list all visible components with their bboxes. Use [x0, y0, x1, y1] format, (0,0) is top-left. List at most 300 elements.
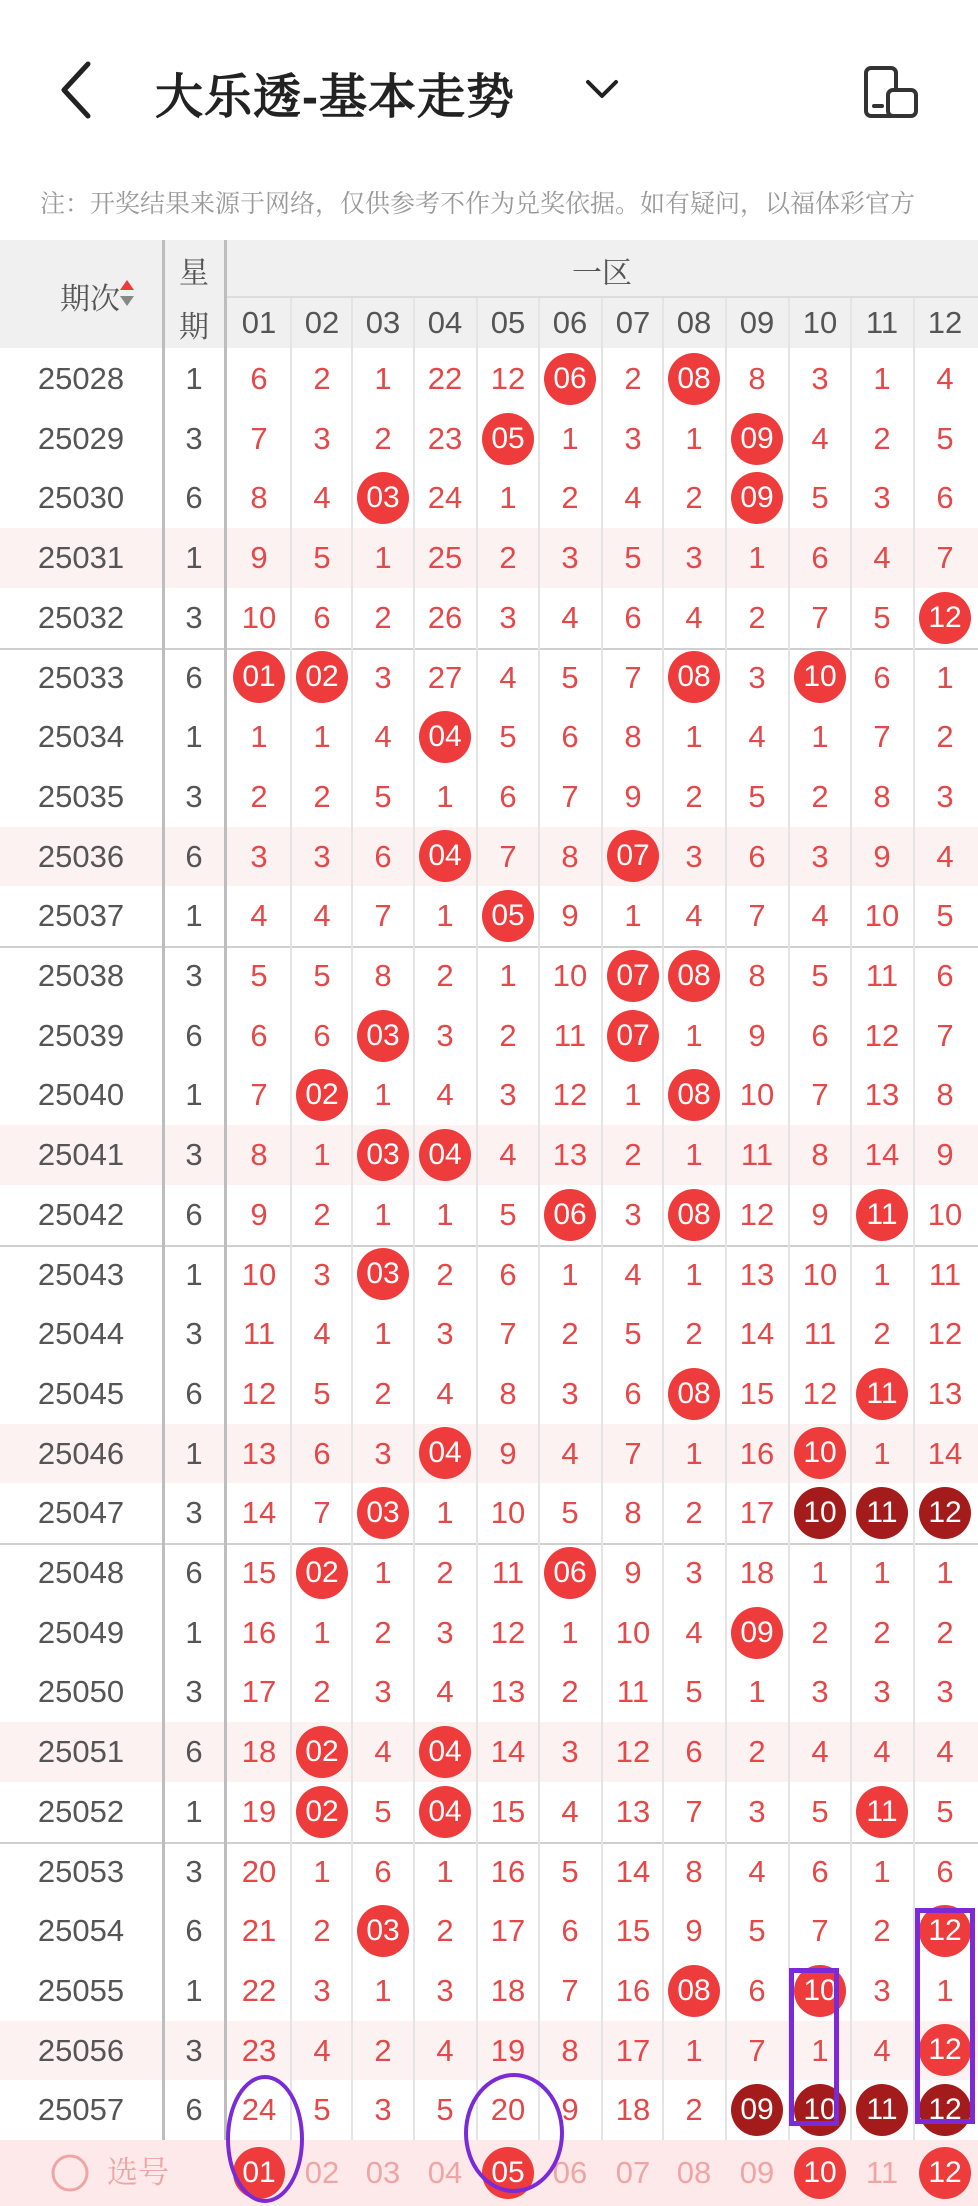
- miss-count: 1: [811, 719, 829, 755]
- period-number: 25048: [37, 1555, 125, 1590]
- miss-count: 5: [374, 778, 392, 814]
- column-divider: [850, 298, 852, 2140]
- miss-count: 4: [685, 1614, 703, 1650]
- miss-count: 3: [561, 540, 579, 576]
- miss-count: 3: [624, 420, 642, 456]
- period-number: 25044: [37, 1316, 125, 1352]
- period-number: 25036: [37, 838, 125, 874]
- miss-count: 1: [936, 1555, 954, 1590]
- miss-count: 12: [802, 1375, 838, 1411]
- miss-count: 18: [490, 1972, 526, 2008]
- drawn-number-ball: 09: [731, 413, 783, 465]
- column-divider: [725, 298, 727, 2140]
- miss-count: 1: [436, 898, 454, 934]
- weekday: 3: [185, 1137, 203, 1173]
- period-number: 25053: [37, 1853, 125, 1889]
- drawn-number-ball: 04: [419, 830, 471, 882]
- miss-count: 1: [561, 1614, 579, 1650]
- miss-count: 2: [313, 1674, 331, 1710]
- miss-count: 3: [685, 838, 703, 874]
- miss-count: 14: [241, 1495, 277, 1531]
- miss-count: 1: [748, 1674, 766, 1710]
- miss-count: 1: [685, 1435, 703, 1471]
- annotation-circle-col01: [226, 2075, 304, 2203]
- miss-count: 1: [313, 1137, 331, 1173]
- number-header-08: 08: [676, 305, 712, 340]
- miss-count: 4: [685, 898, 703, 934]
- miss-count: 3: [374, 1435, 392, 1471]
- annotation-box-col12: [915, 1908, 975, 2124]
- drawn-number-ball: 04: [419, 1129, 471, 1181]
- miss-count: 4: [313, 1316, 331, 1352]
- sort-icon[interactable]: [119, 278, 135, 308]
- miss-count: 2: [374, 2032, 392, 2068]
- period-column-header[interactable]: 期次: [60, 283, 120, 316]
- miss-count: 6: [811, 1853, 829, 1889]
- miss-count: 20: [241, 1853, 277, 1889]
- miss-count: 11: [553, 1017, 587, 1053]
- miss-count: 2: [624, 1137, 642, 1173]
- miss-count: 2: [436, 1913, 454, 1949]
- miss-count: 3: [374, 1674, 392, 1710]
- miss-count: 4: [436, 1375, 454, 1411]
- select-number-label[interactable]: 选号: [107, 2155, 169, 2190]
- miss-count: 1: [313, 1853, 331, 1889]
- miss-count: 1: [436, 1196, 454, 1232]
- miss-count: 3: [374, 659, 392, 695]
- miss-count: 5: [624, 540, 642, 576]
- miss-count: 6: [561, 1913, 579, 1949]
- rotate-screen-icon[interactable]: [862, 66, 920, 118]
- miss-count: 9: [685, 1913, 703, 1949]
- period-number: 25028: [37, 361, 125, 396]
- radio-circle-icon[interactable]: [50, 2153, 90, 2193]
- drawn-number-ball: 11: [856, 1786, 908, 1838]
- period-number: 25047: [37, 1495, 125, 1531]
- selectable-number[interactable]: 03: [365, 2155, 401, 2190]
- miss-count: 3: [313, 1256, 331, 1292]
- miss-count: 1: [936, 659, 954, 695]
- selectable-number[interactable]: 11: [865, 2155, 899, 2190]
- column-divider: [538, 298, 540, 2140]
- miss-count: 4: [561, 1793, 579, 1829]
- period-number: 25040: [37, 1077, 125, 1113]
- miss-count: 7: [561, 1972, 579, 2008]
- miss-count: 7: [873, 719, 891, 755]
- miss-count: 2: [313, 1196, 331, 1232]
- miss-count: 3: [313, 420, 331, 456]
- miss-count: 2: [685, 778, 703, 814]
- period-number: 25050: [37, 1674, 125, 1710]
- miss-count: 14: [864, 1137, 900, 1173]
- miss-count: 4: [811, 898, 829, 934]
- column-divider: [413, 298, 415, 2140]
- miss-count: 4: [436, 2032, 454, 2068]
- miss-count: 1: [374, 361, 392, 396]
- miss-count: 7: [685, 1793, 703, 1829]
- miss-count: 5: [436, 2092, 454, 2128]
- miss-count: 6: [561, 719, 579, 755]
- miss-count: 7: [250, 420, 268, 456]
- miss-count: 3: [873, 1972, 891, 2008]
- number-header-09: 09: [739, 305, 775, 340]
- miss-count: 4: [936, 361, 954, 396]
- miss-count: 2: [685, 1495, 703, 1531]
- miss-count: 2: [499, 540, 517, 576]
- miss-count: 5: [811, 480, 829, 516]
- miss-count: 8: [624, 1495, 642, 1531]
- period-number: 25055: [37, 1972, 125, 2008]
- weekday: 3: [185, 1495, 203, 1531]
- miss-count: 13: [739, 1256, 775, 1292]
- miss-count: 8: [811, 1137, 829, 1173]
- miss-count: 1: [374, 1196, 392, 1232]
- selected-number-ball[interactable]: 10: [794, 2147, 846, 2199]
- chevron-down-icon[interactable]: [584, 76, 620, 102]
- drawn-number-ball: 11: [856, 1368, 908, 1420]
- miss-count: 13: [927, 1375, 963, 1411]
- weekday: 1: [185, 1972, 203, 2008]
- drawn-number-ball: 03: [357, 1010, 409, 1062]
- miss-count: 7: [936, 540, 954, 576]
- miss-count: 2: [436, 958, 454, 993]
- weekday: 6: [185, 480, 203, 516]
- miss-count: 6: [499, 778, 517, 814]
- period-number: 25039: [37, 1017, 125, 1053]
- miss-count: 8: [936, 1077, 954, 1113]
- miss-count: 3: [374, 2092, 392, 2128]
- miss-count: 7: [748, 2032, 766, 2068]
- selectable-number[interactable]: 02: [304, 2155, 340, 2190]
- miss-count: 16: [490, 1853, 526, 1889]
- chevron-left-icon[interactable]: [52, 58, 102, 122]
- miss-count: 4: [873, 1734, 891, 1770]
- weekday: 3: [185, 1316, 203, 1352]
- selectable-number[interactable]: 07: [615, 2155, 651, 2190]
- weekday: 6: [185, 1913, 203, 1949]
- miss-count: 2: [436, 1555, 454, 1590]
- period-number: 25049: [37, 1614, 125, 1650]
- miss-count: 7: [313, 1495, 331, 1531]
- column-divider: [351, 298, 353, 2140]
- miss-count: 1: [436, 1495, 454, 1531]
- drawn-number-ball: 08: [668, 1965, 720, 2017]
- drawn-number-ball: 06: [544, 353, 596, 405]
- miss-count: 5: [936, 420, 954, 456]
- miss-count: 4: [561, 1435, 579, 1471]
- miss-count: 13: [552, 1137, 588, 1173]
- miss-count: 14: [615, 1853, 651, 1889]
- column-divider: [601, 298, 603, 2140]
- miss-count: 16: [241, 1614, 277, 1650]
- drawn-number-ball: 08: [668, 1368, 720, 1420]
- weekday: 1: [185, 1793, 203, 1829]
- miss-count: 3: [499, 1077, 517, 1113]
- miss-count: 1: [873, 1853, 891, 1889]
- miss-count: 3: [811, 1674, 829, 1710]
- drawn-number-ball: 10: [794, 1487, 846, 1539]
- miss-count: 5: [561, 659, 579, 695]
- weekday: 6: [185, 2092, 203, 2128]
- miss-count: 3: [748, 659, 766, 695]
- miss-count: 10: [552, 958, 588, 993]
- miss-count: 3: [313, 838, 331, 874]
- period-number: 25033: [37, 659, 125, 695]
- miss-count: 8: [624, 719, 642, 755]
- miss-count: 4: [374, 719, 392, 755]
- miss-count: 4: [250, 898, 268, 934]
- miss-count: 4: [811, 1734, 829, 1770]
- miss-count: 9: [561, 898, 579, 934]
- miss-count: 10: [927, 1196, 963, 1232]
- miss-count: 3: [624, 1196, 642, 1232]
- miss-count: 12: [927, 1316, 963, 1352]
- miss-count: 11: [740, 1137, 774, 1173]
- weekday: 1: [185, 719, 203, 755]
- miss-count: 9: [499, 1435, 517, 1471]
- selectable-number[interactable]: 04: [427, 2155, 463, 2190]
- miss-count: 1: [250, 719, 268, 755]
- miss-count: 24: [241, 2092, 277, 2128]
- selectable-number[interactable]: 06: [552, 2155, 588, 2190]
- drawn-number-ball: 12: [919, 1487, 971, 1539]
- miss-count: 13: [490, 1674, 526, 1710]
- miss-count: 3: [436, 1017, 454, 1053]
- miss-count: 1: [811, 1555, 829, 1590]
- drawn-number-ball: 07: [607, 1010, 659, 1062]
- number-header-12: 12: [927, 305, 963, 340]
- miss-count: 13: [241, 1435, 277, 1471]
- miss-count: 2: [374, 1375, 392, 1411]
- miss-count: 8: [499, 1375, 517, 1411]
- column-divider: [476, 298, 478, 2140]
- miss-count: 6: [250, 361, 268, 396]
- miss-count: 9: [748, 1017, 766, 1053]
- miss-count: 1: [561, 1256, 579, 1292]
- miss-count: 7: [624, 1435, 642, 1471]
- number-header-02: 02: [304, 305, 340, 340]
- period-number: 25030: [37, 480, 125, 516]
- miss-count: 1: [436, 1853, 454, 1889]
- weekday: 6: [185, 1017, 203, 1053]
- miss-count: 6: [624, 1375, 642, 1411]
- miss-count: 5: [936, 1793, 954, 1829]
- drawn-number-ball: 10: [794, 651, 846, 703]
- period-number: 25038: [37, 958, 125, 993]
- miss-count: 15: [615, 1913, 651, 1949]
- miss-count: 23: [241, 2032, 277, 2068]
- miss-count: 13: [615, 1793, 651, 1829]
- miss-count: 2: [748, 599, 766, 635]
- drawn-number-ball: 08: [668, 1189, 720, 1241]
- miss-count: 4: [313, 898, 331, 934]
- drawn-number-ball: 03: [357, 1905, 409, 1957]
- miss-count: 2: [374, 599, 392, 635]
- miss-count: 1: [624, 1077, 642, 1113]
- miss-count: 3: [499, 599, 517, 635]
- miss-count: 1: [374, 1316, 392, 1352]
- miss-count: 7: [811, 1077, 829, 1113]
- miss-count: 1: [374, 1972, 392, 2008]
- miss-count: 7: [250, 1077, 268, 1113]
- miss-count: 1: [936, 1972, 954, 2008]
- miss-count: 2: [873, 1913, 891, 1949]
- miss-count: 6: [748, 838, 766, 874]
- miss-count: 12: [241, 1375, 277, 1411]
- drawn-number-ball: 08: [668, 950, 720, 1002]
- number-header-10: 10: [802, 305, 838, 340]
- miss-count: 1: [811, 2032, 829, 2068]
- miss-count: 4: [873, 540, 891, 576]
- miss-count: 9: [873, 838, 891, 874]
- miss-count: 8: [873, 778, 891, 814]
- miss-count: 1: [685, 2032, 703, 2068]
- drawn-number-ball: 01: [233, 651, 285, 703]
- miss-count: 2: [561, 1674, 579, 1710]
- miss-count: 5: [499, 719, 517, 755]
- weekday: 1: [185, 1614, 203, 1650]
- miss-count: 20: [490, 2092, 526, 2128]
- miss-count: 9: [624, 778, 642, 814]
- drawn-number-ball: 12: [919, 1905, 971, 1957]
- selectable-number[interactable]: 08: [676, 2155, 712, 2190]
- weekday: 3: [185, 778, 203, 814]
- miss-count: 8: [374, 958, 392, 993]
- weekday: 3: [185, 2032, 203, 2068]
- weekday: 1: [185, 898, 203, 934]
- weekday: 3: [185, 958, 203, 993]
- number-header-04: 04: [427, 305, 463, 340]
- column-divider: [788, 298, 790, 2140]
- miss-count: 4: [624, 480, 642, 516]
- miss-count: 2: [936, 719, 954, 755]
- column-divider: [662, 298, 664, 2140]
- miss-count: 12: [739, 1196, 775, 1232]
- miss-count: 5: [313, 2092, 331, 2128]
- miss-count: 1: [873, 1555, 891, 1590]
- drawn-number-ball: 07: [607, 830, 659, 882]
- miss-count: 4: [748, 719, 766, 755]
- period-number: 25056: [37, 2032, 125, 2068]
- miss-count: 1: [374, 1077, 392, 1113]
- column-divider: [913, 298, 915, 2140]
- miss-count: 14: [927, 1435, 963, 1471]
- drawn-number-ball: 09: [731, 2084, 783, 2136]
- miss-count: 6: [685, 1734, 703, 1770]
- miss-count: 10: [241, 599, 277, 635]
- miss-count: 3: [873, 480, 891, 516]
- drawn-number-ball: 03: [357, 1129, 409, 1181]
- miss-count: 1: [374, 1555, 392, 1590]
- miss-count: 4: [561, 599, 579, 635]
- period-number: 25057: [37, 2092, 125, 2128]
- miss-count: 6: [499, 1256, 517, 1292]
- column-divider: [290, 298, 292, 2140]
- miss-count: 2: [685, 1316, 703, 1352]
- miss-count: 1: [873, 1256, 891, 1292]
- miss-count: 12: [864, 1017, 900, 1053]
- miss-count: 7: [748, 898, 766, 934]
- miss-count: 3: [313, 1972, 331, 2008]
- miss-count: 6: [374, 838, 392, 874]
- miss-count: 5: [811, 1793, 829, 1829]
- miss-count: 4: [748, 1853, 766, 1889]
- miss-count: 3: [250, 838, 268, 874]
- weekday: 3: [185, 599, 203, 635]
- miss-count: 12: [552, 1077, 588, 1113]
- miss-count: 19: [490, 2032, 526, 2068]
- drawn-number-ball: 12: [919, 2024, 971, 2076]
- miss-count: 9: [936, 1137, 954, 1173]
- drawn-number-ball: 03: [357, 1487, 409, 1539]
- drawn-number-ball: 09: [731, 1607, 783, 1659]
- number-header-05: 05: [490, 305, 526, 340]
- weekday: 3: [185, 1853, 203, 1889]
- miss-count: 17: [241, 1674, 277, 1710]
- period-number: 25034: [37, 719, 125, 755]
- miss-count: 7: [374, 898, 392, 934]
- drawn-number-ball: 04: [419, 711, 471, 763]
- miss-count: 5: [313, 958, 331, 993]
- selectable-number[interactable]: 09: [739, 2155, 775, 2190]
- miss-count: 3: [436, 1614, 454, 1650]
- miss-count: 6: [936, 958, 954, 993]
- miss-count: 1: [873, 1435, 891, 1471]
- period-number: 25054: [37, 1913, 125, 1949]
- miss-count: 14: [739, 1316, 775, 1352]
- period-number: 25046: [37, 1435, 125, 1471]
- miss-count: 9: [250, 540, 268, 576]
- drawn-number-ball: 05: [482, 890, 534, 942]
- page-title[interactable]: 大乐透-基本走势: [155, 71, 515, 124]
- miss-count: 1: [374, 540, 392, 576]
- selected-number-ball[interactable]: 12: [919, 2147, 971, 2199]
- miss-count: 3: [685, 540, 703, 576]
- miss-count: 6: [936, 1853, 954, 1889]
- drawn-number-ball: 08: [668, 1069, 720, 1121]
- miss-count: 4: [685, 599, 703, 635]
- miss-count: 3: [436, 1316, 454, 1352]
- miss-count: 9: [624, 1555, 642, 1590]
- miss-count: 12: [490, 361, 526, 396]
- miss-count: 3: [561, 1734, 579, 1770]
- miss-count: 15: [739, 1375, 775, 1411]
- zone-label: 一区: [572, 257, 632, 290]
- weekday: 3: [185, 420, 203, 456]
- miss-count: 7: [811, 599, 829, 635]
- miss-count: 1: [748, 540, 766, 576]
- miss-count: 10: [490, 1495, 526, 1531]
- miss-count: 3: [561, 1375, 579, 1411]
- miss-count: 1: [624, 898, 642, 934]
- period-number: 25051: [37, 1734, 125, 1770]
- miss-count: 5: [873, 599, 891, 635]
- drawn-number-ball: 10: [794, 2084, 846, 2136]
- period-number: 25052: [37, 1793, 125, 1829]
- period-number: 25042: [37, 1196, 125, 1232]
- number-header-06: 06: [552, 305, 588, 340]
- miss-count: 11: [803, 1316, 837, 1352]
- miss-count: 7: [561, 778, 579, 814]
- miss-count: 3: [685, 1555, 703, 1590]
- selected-number-ball[interactable]: 05: [482, 2147, 534, 2199]
- miss-count: 6: [936, 480, 954, 516]
- weekday: 6: [185, 1555, 203, 1590]
- miss-count: 17: [615, 2032, 651, 2068]
- drawn-number-ball: 03: [357, 472, 409, 524]
- selected-number-ball[interactable]: 01: [233, 2147, 285, 2199]
- miss-count: 1: [313, 1614, 331, 1650]
